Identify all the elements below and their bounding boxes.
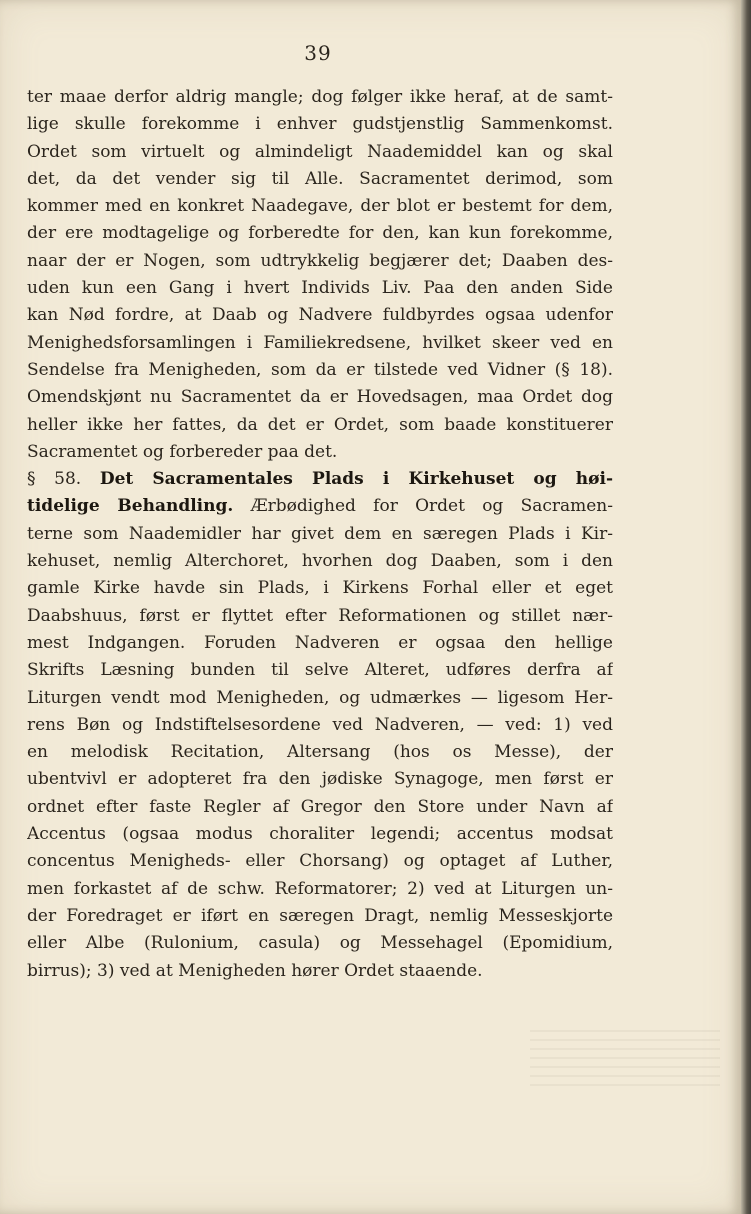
- text-line: kan Nød fordre, at Daab og Nadvere fuldbyrdes ogsaa udenfor: [27, 305, 613, 326]
- text-line: Ordet som virtuelt og almindeligt Naademiddel kan og skal: [27, 141, 613, 162]
- text-line: lige skulle forekomme i enhver gudstjenstlig Sammenkomst.: [27, 114, 613, 135]
- text-line: kehuset, nemlig Alterchoret, hvorhen dog Daaben, som i den: [27, 551, 613, 572]
- show-through-bleed: [530, 1030, 720, 1090]
- text-line: rens Bøn og Indstiftelsesordene ved Nadveren, — ved: 1) ved: [27, 714, 613, 735]
- page-number: 39: [304, 41, 332, 65]
- text-line: Skrifts Læsning bunden til selve Alteret, udføres derfra af: [27, 660, 613, 681]
- text-line: Omendskjønt nu Sacramentet da er Hovedsagen, maa Ordet dog: [27, 387, 613, 408]
- text-line: eller Albe (Rulonium, casula) og Messehagel (Epomidium,: [27, 933, 613, 954]
- text-line: der Foredraget er iført en særegen Dragt, nemlig Messeskjorte: [27, 905, 613, 926]
- section-heading-line: [27, 493, 613, 520]
- book-spine-edge: [741, 0, 751, 1214]
- text-line: kommer med en konkret Naadegave, der blot er bestemt for dem,: [27, 196, 613, 217]
- text-line: gamle Kirke havde sin Plads, i Kirkens Forhal eller et eget: [27, 578, 613, 599]
- body-text: [27, 84, 613, 985]
- section-number: § 58.: [27, 469, 82, 490]
- section-heading-line: [27, 466, 613, 493]
- text-line: ter maae derfor aldrig mangle; dog følger ikke heraf, at de samt-: [27, 87, 613, 107]
- text-line: ubentvivl er adopteret fra den jødiske Synagoge, men først er: [27, 769, 613, 790]
- text-line: uden kun een Gang i hvert Individs Liv. Paa den anden Side: [27, 278, 613, 299]
- text-line: Accentus (ogsaa modus choraliter legendi; accentus modsat: [27, 824, 613, 845]
- text-line: Daabshuus, først er flyttet efter Reformationen og stillet nær-: [27, 605, 613, 626]
- text-line: mest Indgangen. Foruden Nadveren er ogsaa den hellige: [27, 632, 613, 653]
- text-line: Menighedsforsamlingen i Familiekredsene, hvilket skeer ved en: [27, 332, 613, 353]
- text-line: Sacramentet og forbereder paa det.: [27, 441, 338, 462]
- text-line: der ere modtagelige og forberedte for den, kan kun forekomme,: [27, 223, 613, 244]
- text-line: concentus Menigheds- eller Chorsang) og optaget af Luther,: [27, 851, 613, 872]
- text-line: Ærbødighed for Ordet og Sacramen-: [250, 496, 613, 517]
- text-line: ordnet efter faste Regler af Gregor den Store under Navn af: [27, 796, 613, 817]
- text-line: Liturgen vendt mod Menigheden, og udmærkes — ligesom Her-: [27, 687, 613, 708]
- text-line: terne som Naademidler har givet dem en særegen Plads i Kir-: [27, 523, 613, 544]
- text-line: en melodisk Recitation, Altersang (hos os Messe), der: [27, 742, 613, 763]
- text-line: naar der er Nogen, som udtrykkelig begjærer det; Daaben des-: [27, 250, 613, 271]
- text-line: birrus); 3) ved at Menigheden hører Ordet staaende.: [27, 960, 483, 981]
- text-line: Sendelse fra Menigheden, som da er tilstede ved Vidner (§ 18).: [27, 359, 613, 380]
- text-line: men forkastet af de schw. Reformatorer; 2) ved at Liturgen un-: [27, 878, 613, 899]
- text-line: heller ikke her fattes, da det er Ordet, som baade konstituerer: [27, 414, 613, 435]
- text-line: det, da det vender sig til Alle. Sacramentet derimod, som: [27, 168, 613, 189]
- section-title-continued: tidelige Behandling.: [27, 496, 234, 517]
- section-title: Det Sacramentales Plads i Kirkehuset og høi-: [99, 469, 613, 490]
